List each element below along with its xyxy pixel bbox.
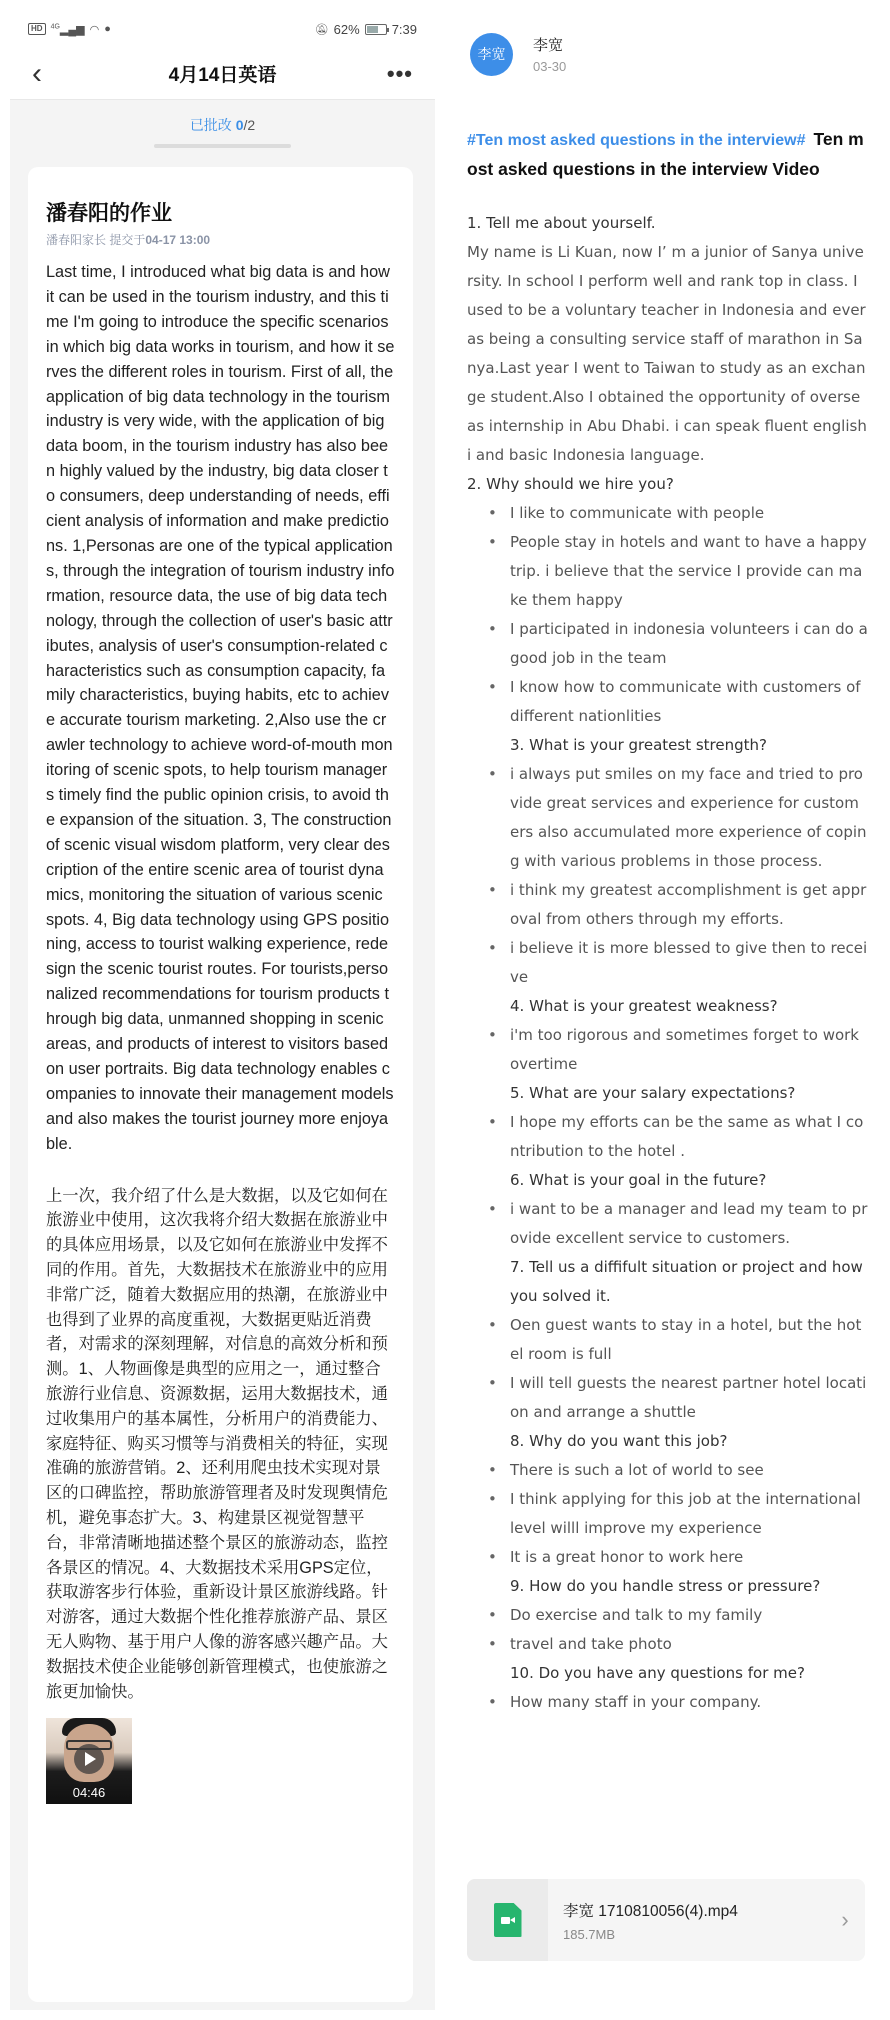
review-label: 已批改 (189, 116, 236, 133)
answer-bullet: • i want to be a manager and lead my team to provide excellent service to customers. (510, 1195, 868, 1253)
attachment-file-name: 李宽 1710810056(4).mp4 (563, 1902, 738, 1920)
homework-body-english: Last time, I introduced what big data is and how it can be used in the tourism industry, and this time I'm going to introduce the specific scenarios in which big data works in tourism, and how it serves the different roles in tourism. First of all, the application of big data technology in the tourism industry is very wide, with the application of big data boom, in the tourism industry has also been highly valued by the industry, big data closer to consumers, deep understanding of needs, efficient analysis of information and make predictions. 1,Personas are one of the typical applications, through the integration of tourism industry information, resource data, the use of big data technology, through the collection of user's basic attributes, analysis of user's consumption-related characteristics such as consumption capacity, family characteristics, buying habits, etc to achieve accurate tourism marketing. 2,Also use the crawler technology to achieve word-of-mouth monitoring of scenic spots, to help tourism managers timely find the public opinion crisis, to avoid the expansion of the situation. 3, The construction of scenic visual wisdom platform, very clear description of the entire scenic area of tourist dynamics, monitoring the situation of various scenic spots. 4, Big data technology using GPS positioning, access to tourist walking experience, redesign the scenic tourist routes. For tourists,personalized recommendations for tourism products through big data, unmanned shopping in scenic areas, and products of interest to visitors based on user portraits. Big data technology enables companies to innovate their management models and also makes the tourist journey more enjoyable. (46, 263, 395, 1153)
question-2: 2. Why should we hire you? (467, 475, 674, 493)
question-heading: 3. What is your greatest strength? (510, 736, 767, 754)
question-heading: 5. What are your salary expectations? (510, 1084, 796, 1102)
question-heading: 7. Tell us a diffifult situation or project and how you solved it. (510, 1258, 863, 1305)
question-heading: 9. How do you handle stress or pressure? (510, 1577, 821, 1595)
answer-bullet: • i'm too rigorous and sometimes forget to work overtime (510, 1021, 868, 1079)
attachment-info (563, 1899, 825, 1942)
video-duration: 04:46 (72, 1785, 106, 1801)
attachment-icon-box (467, 1879, 548, 1961)
status-bar-left (28, 23, 111, 36)
answer-bullet: • Do exercise and talk to my family (510, 1601, 868, 1630)
video-attachment[interactable] (467, 1879, 865, 1961)
battery-percent: 62% (333, 21, 360, 37)
post-title-text: Ten most asked questions in the interview Video (467, 129, 864, 179)
submitted-label: 提交于 (106, 233, 146, 247)
battery-level (367, 26, 378, 33)
review-progress[interactable] (10, 100, 435, 162)
question-heading: 8. Why do you want this job? (510, 1432, 728, 1450)
chevron-left-icon[interactable]: ‹ (32, 56, 42, 90)
network-label: 4G (50, 22, 60, 30)
homework-screen (10, 10, 435, 2010)
question-heading: 6. What is your goal in the future? (510, 1171, 767, 1189)
page-title: 4月14日英语 (168, 65, 277, 86)
review-status (190, 115, 255, 135)
status-bar (10, 10, 435, 48)
chevron-right-icon[interactable]: › (841, 1907, 849, 1932)
more-horizontal-icon[interactable]: ••• (386, 60, 413, 86)
answer-bullet: • I will tell guests the nearest partner hotel location and arrange a shuttle (510, 1369, 868, 1427)
review-count: 0 (235, 116, 244, 133)
answer-bullet: • I hope my efforts can be the same as what I contribution to the hotel . (510, 1108, 868, 1166)
submitter: 潘春阳家长 (46, 233, 107, 247)
submitted-time: 04-17 13:00 (145, 233, 211, 247)
hashtag-link[interactable]: #Ten most asked questions in the interview# (467, 132, 806, 149)
bell-off-icon: 🔕︎ (314, 23, 329, 36)
question-heading: 4. What is your greatest weakness? (510, 997, 778, 1015)
answer-bullet: • travel and take photo (510, 1630, 868, 1659)
answer-bullet: • i think my greatest accomplishment is get approval from others through my efforts. (510, 876, 868, 934)
4g-signal-icon: $^{4G}$▂▄▆ (50, 22, 85, 36)
answer-bullet: • i always put smiles on my face and tried to provide great services and experience for customers also accumulated more experience of coping with various problems in those process. (510, 760, 868, 876)
review-total: /2 (243, 116, 256, 133)
homework-body-chinese: 上一次，我介绍了什么是大数据，以及它如何在旅游业中使用，这次我将介绍大数据在旅游业中的具体应用场景，以及它如何在旅游业中发挥不同的作用。首先，大数据技术在旅游业中的应用非常广泛，随着大数据应用的热潮，在旅游业中也得到了业界的高度重视，大数据更贴近消费者，对需求的深刻理解，对信息的高效分析和预测。1、人物画像是典型的应用之一，通过整合旅游行业信息、资源数据，运用大数据技术，通过收集用户的基本属性，分析用户的消费能力、家庭特征、购买习惯等与消费相关的特征，实现准确的旅游营销。2、还利用爬虫技术实现对景区的口碑监控，帮助旅游管理者及时发现舆情危机，避免事态扩大。3、构建景区视觉智慧平台，非常清晰地描述整个景区的旅游动态，监控各景区的情况。4、大数据技术采用GPS定位，获取游客步行体验，重新设计景区旅游线路。针对游客，通过大数据个性化推荐旅游产品、景区无人购物、基于用户人像的游客感兴趣产品。大数据技术使企业能够创新管理模式，也使旅游之旅更加愉快。 (46, 1186, 388, 1701)
hd-icon: HD (28, 23, 46, 35)
homework-title: 潘春阳的作业 (46, 202, 172, 225)
answer-bullet: • Oen guest wants to stay in a hotel, but the hotel room is full (510, 1311, 868, 1369)
answer-bullet: • i believe it is more blessed to give then to receive (510, 934, 868, 992)
answer-list (467, 499, 868, 1717)
author-header (455, 10, 880, 78)
author-info (533, 34, 566, 74)
homework-card (28, 167, 413, 2002)
file-video-icon (494, 1903, 522, 1937)
answer-bullet: • I know how to communicate with customers of different nationlities (510, 673, 868, 731)
post-screen (455, 10, 880, 2000)
answer-bullet: • I think applying for this job at the international level willl improve my experience (510, 1485, 868, 1543)
wifi-icon: ◠ (89, 23, 100, 36)
answer-bullet: • I participated in indonesia volunteers i can do a good job in the team (510, 615, 868, 673)
post-body (467, 209, 868, 1717)
avatar[interactable]: 李宽 (470, 33, 513, 76)
post-date: 03-30 (533, 59, 567, 74)
nav-bar (10, 48, 435, 100)
question-heading: 10. Do you have any questions for me? (510, 1664, 805, 1682)
battery-icon (365, 24, 387, 35)
author-name: 李宽 (533, 37, 564, 54)
review-progress-bar (154, 144, 291, 148)
video-thumbnail[interactable] (46, 1718, 132, 1804)
answer-bullet: • There is such a lot of world to see (510, 1456, 868, 1485)
answer-bullet: • I like to communicate with people (510, 499, 868, 528)
question-1: 1. Tell me about yourself. (467, 214, 656, 232)
answer-bullet: • People stay in hotels and want to have a happy trip. i believe that the service I provide can make them happy (510, 528, 868, 615)
post-title (467, 125, 868, 184)
wechat-icon: ● (104, 23, 111, 35)
clock: 7:39 (391, 21, 417, 37)
homework-meta (46, 231, 395, 248)
attachment-file-size: 185.7MB (563, 1926, 616, 1942)
intro-paragraph: My name is Li Kuan, now I’ m a junior of Sanya university. In school I perform well and rank top in class. I used to be a voluntary teacher in Indonesia and ever as being a consulting service staff of marathon in Sanya.Last year I went to Taiwan to study as an exchange student.Also I obtained the opportunity of overseas internship in Abu Dhabi. i can speak fluent englishi and basic Indonesia language. (467, 243, 867, 464)
answer-bullet: • How many staff in your company. (510, 1688, 868, 1717)
status-bar-right (315, 22, 417, 37)
answer-bullet: • It is a great honor to work here (510, 1543, 868, 1572)
